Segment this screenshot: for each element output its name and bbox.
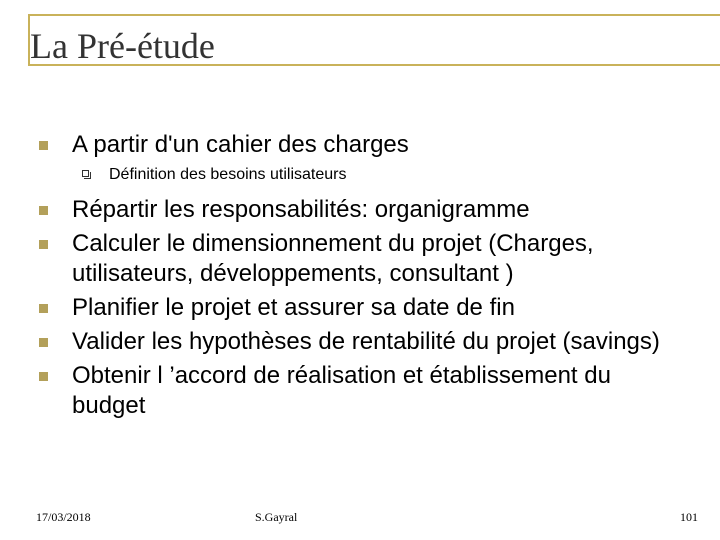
slide-title: La Pré-étude [30, 26, 215, 66]
square-bullet-icon [39, 240, 48, 249]
bullet-item [32, 229, 682, 289]
footer-author: S.Gayral [255, 510, 298, 524]
square-bullet-icon [39, 206, 48, 215]
bullet-text: Répartir les responsabilités: organigramme [72, 196, 530, 223]
bullet-text: Calculer le dimensionnement du projet (Charges, utilisateurs, développements, consultant ) [72, 230, 594, 287]
bullet-list [32, 130, 682, 425]
bullet-item [32, 327, 682, 357]
square-bullet-icon [39, 372, 48, 381]
bullet-item [32, 195, 682, 225]
square-bullet-icon [39, 304, 48, 313]
footer-page-number: 101 [680, 510, 698, 524]
frame-top-line [28, 14, 720, 16]
footer-date: 17/03/2018 [36, 510, 91, 524]
sub-bullet-item [32, 164, 682, 186]
bullet-text: Obtenir l ’accord de réalisation et établissement du budget [72, 362, 611, 419]
square-bullet-icon [39, 141, 48, 150]
bullet-item [32, 293, 682, 323]
square-bullet-icon [39, 338, 48, 347]
hollow-square-bullet-icon [82, 170, 89, 177]
sub-bullet-text: Définition des besoins utilisateurs [109, 166, 347, 183]
bullet-item [32, 130, 682, 160]
bullet-item [32, 361, 682, 421]
bullet-text: Valider les hypothèses de rentabilité du projet (savings) [72, 328, 660, 355]
bullet-text: A partir d'un cahier des charges [72, 131, 409, 158]
bullet-text: Planifier le projet et assurer sa date de fin [72, 294, 515, 321]
